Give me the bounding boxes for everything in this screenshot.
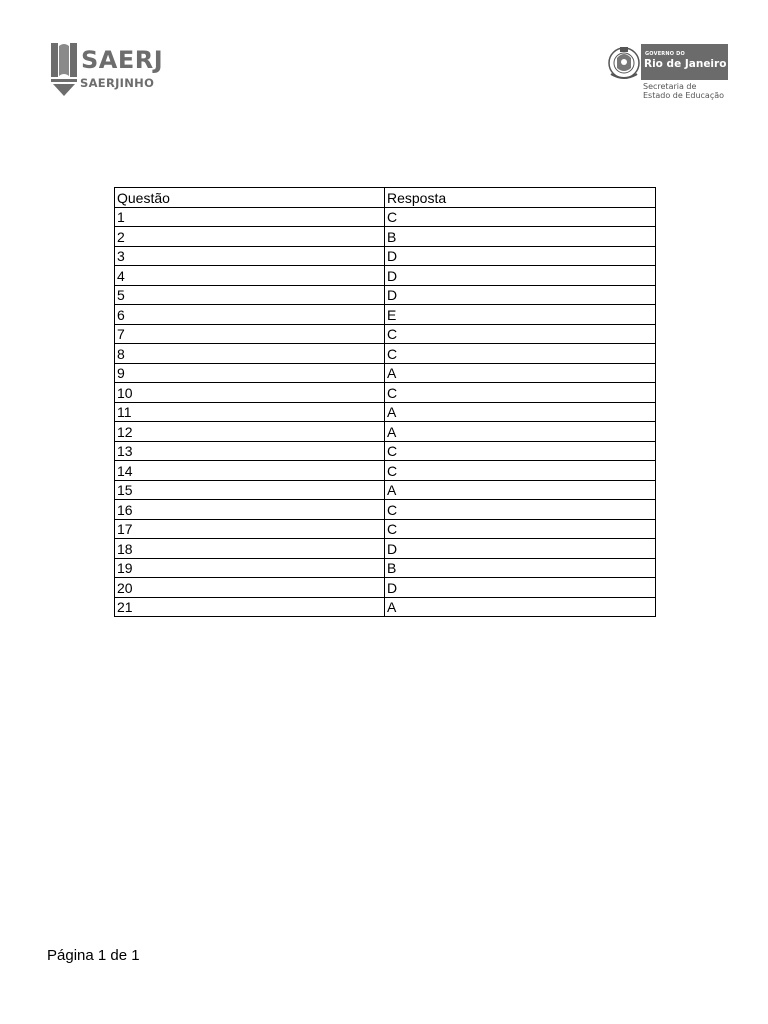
table-row bbox=[115, 578, 656, 598]
saerj-logo bbox=[50, 42, 180, 98]
header-answer: Resposta bbox=[385, 188, 656, 208]
answer-letter: D bbox=[385, 266, 656, 286]
answer-letter: D bbox=[385, 285, 656, 305]
page-number: Página 1 de 1 bbox=[47, 947, 140, 964]
table-header-row bbox=[115, 188, 656, 208]
answer-letter: E bbox=[385, 305, 656, 325]
question-number: 20 bbox=[115, 578, 385, 598]
table-row bbox=[115, 246, 656, 266]
table-row bbox=[115, 500, 656, 520]
table-row bbox=[115, 383, 656, 403]
header-question: Questão bbox=[115, 188, 385, 208]
answer-letter: C bbox=[385, 324, 656, 344]
coat-of-arms-icon bbox=[607, 44, 641, 82]
secretariat-line-1: Secretaria de bbox=[643, 82, 697, 91]
answer-letter: D bbox=[385, 246, 656, 266]
question-number: 19 bbox=[115, 558, 385, 578]
table-row bbox=[115, 441, 656, 461]
answer-letter: D bbox=[385, 578, 656, 598]
answer-letter: B bbox=[385, 227, 656, 247]
table-row bbox=[115, 480, 656, 500]
answer-letter: C bbox=[385, 519, 656, 539]
question-number: 7 bbox=[115, 324, 385, 344]
answer-letter: A bbox=[385, 480, 656, 500]
table-row bbox=[115, 519, 656, 539]
question-number: 10 bbox=[115, 383, 385, 403]
question-number: 21 bbox=[115, 597, 385, 617]
table-row bbox=[115, 558, 656, 578]
table-row bbox=[115, 539, 656, 559]
question-number: 3 bbox=[115, 246, 385, 266]
table-row bbox=[115, 324, 656, 344]
table-row bbox=[115, 422, 656, 442]
question-number: 13 bbox=[115, 441, 385, 461]
answer-letter: A bbox=[385, 597, 656, 617]
question-number: 6 bbox=[115, 305, 385, 325]
answer-letter: C bbox=[385, 344, 656, 364]
table-body bbox=[115, 207, 656, 617]
question-number: 5 bbox=[115, 285, 385, 305]
question-number: 14 bbox=[115, 461, 385, 481]
question-number: 9 bbox=[115, 363, 385, 383]
answer-letter: C bbox=[385, 207, 656, 227]
gov-banner bbox=[641, 44, 728, 80]
question-number: 18 bbox=[115, 539, 385, 559]
question-number: 4 bbox=[115, 266, 385, 286]
table-row bbox=[115, 402, 656, 422]
answer-letter: D bbox=[385, 539, 656, 559]
secretariat-line-2: Estado de Educação bbox=[643, 91, 725, 100]
question-number: 8 bbox=[115, 344, 385, 364]
saerjinho-text: SAERJINHO bbox=[80, 76, 155, 90]
answer-letter: A bbox=[385, 363, 656, 383]
table-row bbox=[115, 461, 656, 481]
question-number: 1 bbox=[115, 207, 385, 227]
question-number: 2 bbox=[115, 227, 385, 247]
answer-letter: C bbox=[385, 461, 656, 481]
question-number: 11 bbox=[115, 402, 385, 422]
government-logo bbox=[607, 44, 731, 102]
table-row bbox=[115, 363, 656, 383]
answer-letter: C bbox=[385, 441, 656, 461]
answer-key-table bbox=[114, 187, 656, 617]
table-row bbox=[115, 227, 656, 247]
table-row bbox=[115, 597, 656, 617]
table-row bbox=[115, 305, 656, 325]
answer-letter: C bbox=[385, 500, 656, 520]
saerj-pencil-icon bbox=[50, 42, 78, 96]
answer-letter: B bbox=[385, 558, 656, 578]
answer-letter: C bbox=[385, 383, 656, 403]
table-row bbox=[115, 207, 656, 227]
question-number: 17 bbox=[115, 519, 385, 539]
gov-label: GOVERNO DO bbox=[645, 51, 685, 57]
answer-letter: A bbox=[385, 422, 656, 442]
question-number: 15 bbox=[115, 480, 385, 500]
question-number: 12 bbox=[115, 422, 385, 442]
table-row bbox=[115, 344, 656, 364]
saerj-brand-text: SAERJ bbox=[81, 46, 164, 74]
table-row bbox=[115, 266, 656, 286]
question-number: 16 bbox=[115, 500, 385, 520]
table-row bbox=[115, 285, 656, 305]
state-name: Rio de Janeiro bbox=[644, 58, 727, 70]
answer-letter: A bbox=[385, 402, 656, 422]
